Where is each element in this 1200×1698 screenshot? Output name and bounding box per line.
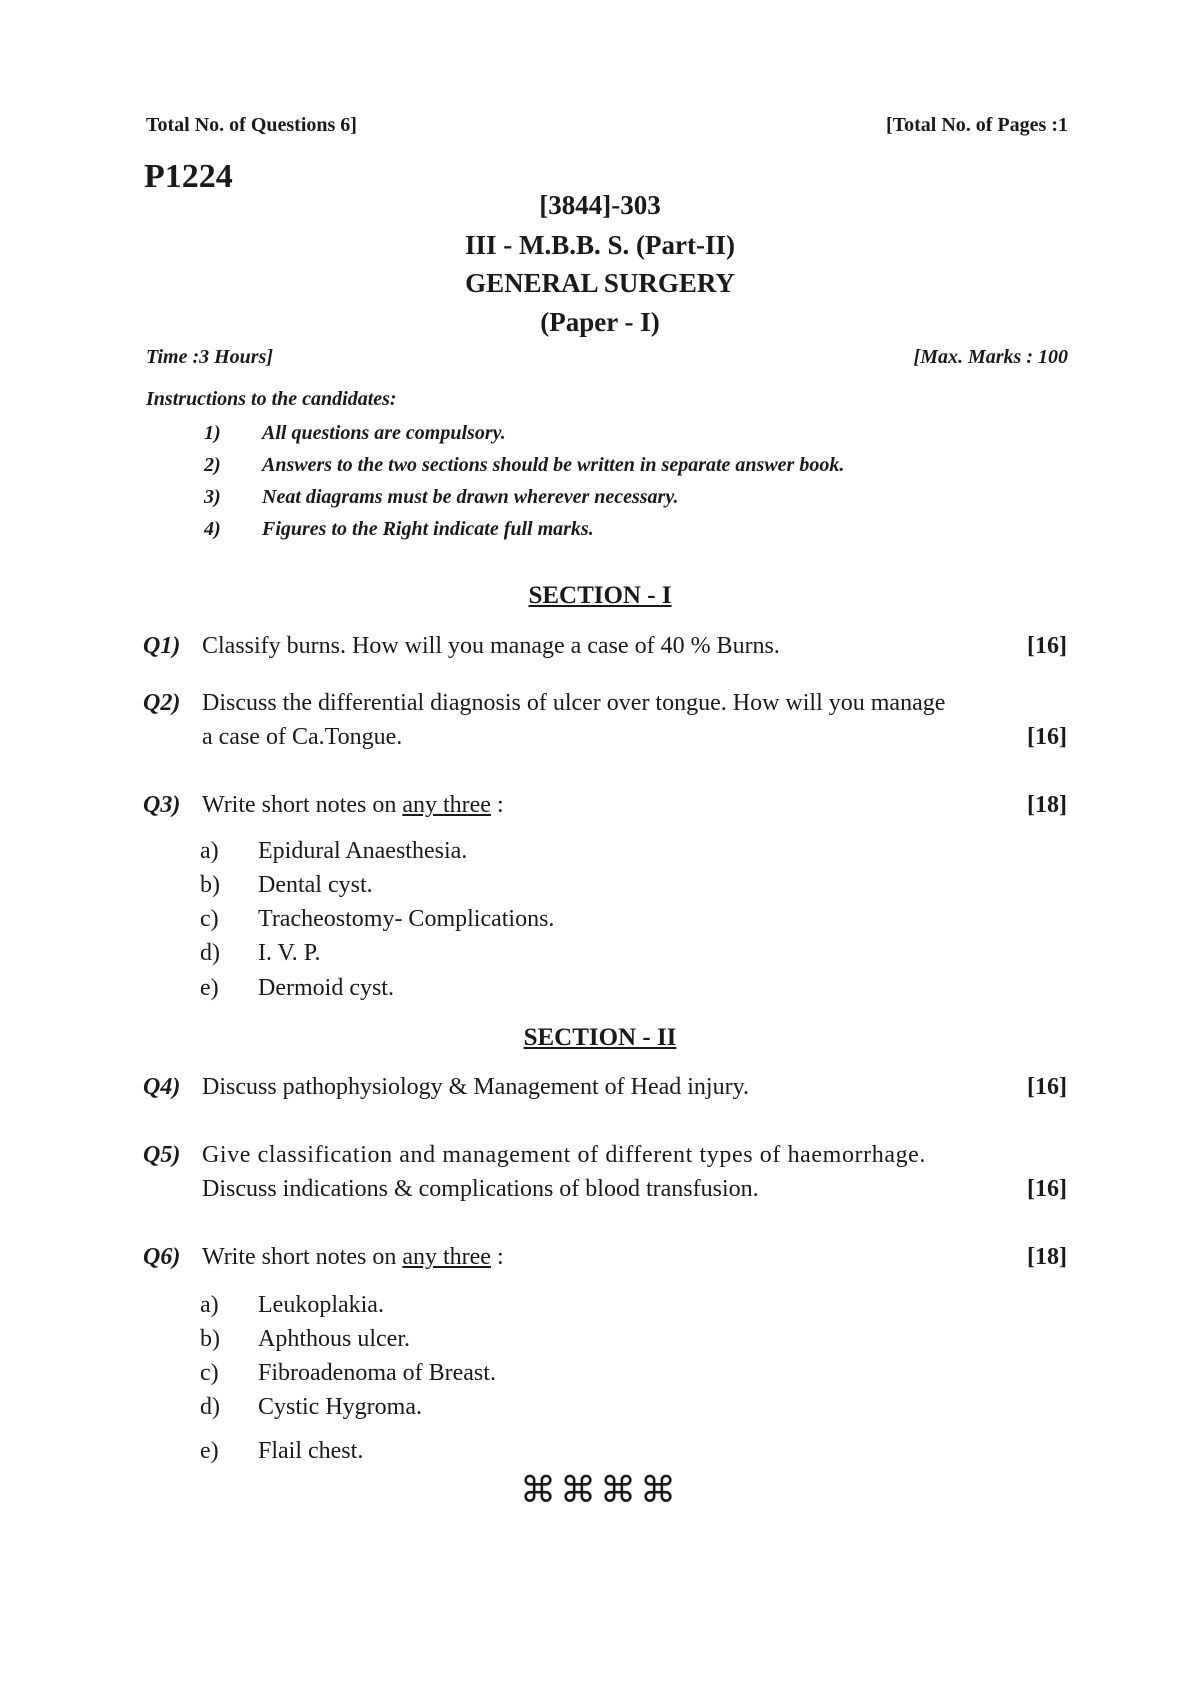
item-text: Leukoplakia.: [258, 1292, 384, 1318]
exam-time: Time :3 Hours]: [146, 346, 274, 368]
item-letter: e): [200, 975, 219, 1001]
question-number: Q6): [143, 1244, 181, 1270]
item-text: Dental cyst.: [258, 872, 373, 898]
question-5: [0, 1142, 1200, 1212]
item-letter: c): [200, 906, 219, 932]
subject-title: GENERAL SURGERY: [465, 268, 735, 298]
instruction-item: [0, 518, 1200, 544]
max-marks: [Max. Marks : 100: [913, 346, 1068, 368]
question-marks: [16]: [1027, 1176, 1067, 1202]
total-questions: Total No. of Questions 6]: [146, 114, 357, 136]
instruction-item: [0, 454, 1200, 480]
instruction-number: 4): [204, 518, 221, 540]
question-number: Q2): [143, 690, 181, 716]
paper-code: P1224: [144, 158, 233, 195]
question-text: Classify burns. How will you manage a case of 40 % Burns.: [202, 633, 780, 659]
course-title: III - M.B.B. S. (Part-II): [465, 230, 735, 260]
instruction-item: [0, 422, 1200, 448]
instruction-number: 3): [204, 486, 221, 508]
section-title: SECTION - II: [523, 1024, 677, 1051]
instruction-text: Neat diagrams must be drawn wherever necessary.: [262, 486, 679, 508]
item-letter: a): [200, 838, 219, 864]
course-code: [3844]-303: [539, 190, 661, 220]
question-number: Q5): [143, 1142, 181, 1168]
item-text: Dermoid cyst.: [258, 975, 394, 1001]
question-text: Write short notes on any three :: [202, 792, 504, 818]
question-number: Q4): [143, 1074, 181, 1100]
item-letter: b): [200, 872, 220, 898]
instruction-item: [0, 486, 1200, 512]
instruction-text: Figures to the Right indicate full marks.: [262, 518, 594, 540]
item-text: Flail chest.: [258, 1438, 364, 1464]
section-title: SECTION - I: [528, 582, 672, 609]
item-text: Epidural Anaesthesia.: [258, 838, 468, 864]
item-letter: d): [200, 1394, 220, 1420]
item-letter: a): [200, 1292, 219, 1318]
question-text-line2: a case of Ca.Tongue.: [202, 724, 403, 750]
instruction-number: 2): [204, 454, 221, 476]
question-number: Q3): [143, 792, 181, 818]
item-letter: d): [200, 940, 220, 966]
instruction-number: 1): [204, 422, 221, 444]
question-marks: [16]: [1027, 633, 1067, 659]
item-text: Fibroadenoma of Breast.: [258, 1360, 496, 1386]
item-text: Cystic Hygroma.: [258, 1394, 422, 1420]
item-text: Tracheostomy- Complications.: [258, 906, 555, 932]
end-mark-icon: ⌘⌘⌘⌘: [520, 1470, 680, 1511]
instruction-text: All questions are compulsory.: [262, 422, 506, 444]
question-number: Q1): [143, 633, 181, 659]
item-text: I. V. P.: [258, 940, 321, 966]
question-marks: [16]: [1027, 1074, 1067, 1100]
question-text: Give classification and management of different types of haemorrhage.: [202, 1142, 927, 1168]
question-marks: [18]: [1027, 792, 1067, 818]
question-2: [0, 690, 1200, 760]
question-text: Discuss pathophysiology & Management of Head injury.: [202, 1074, 750, 1100]
instruction-text: Answers to the two sections should be written in separate answer book.: [262, 454, 845, 476]
question-text: Write short notes on any three :: [202, 1244, 504, 1270]
total-pages: [Total No. of Pages :1: [885, 114, 1068, 136]
question-marks: [16]: [1027, 724, 1067, 750]
question-marks: [18]: [1027, 1244, 1067, 1270]
question-text-line2: Discuss indications & complications of blood transfusion.: [202, 1176, 759, 1202]
item-text: Aphthous ulcer.: [258, 1326, 410, 1352]
paper-title: (Paper - I): [540, 307, 660, 337]
item-letter: e): [200, 1438, 219, 1464]
question-text: Discuss the differential diagnosis of ulcer over tongue. How will you manage: [202, 690, 946, 716]
item-letter: b): [200, 1326, 220, 1352]
item-letter: c): [200, 1360, 219, 1386]
instructions-heading: Instructions to the candidates:: [146, 388, 397, 410]
